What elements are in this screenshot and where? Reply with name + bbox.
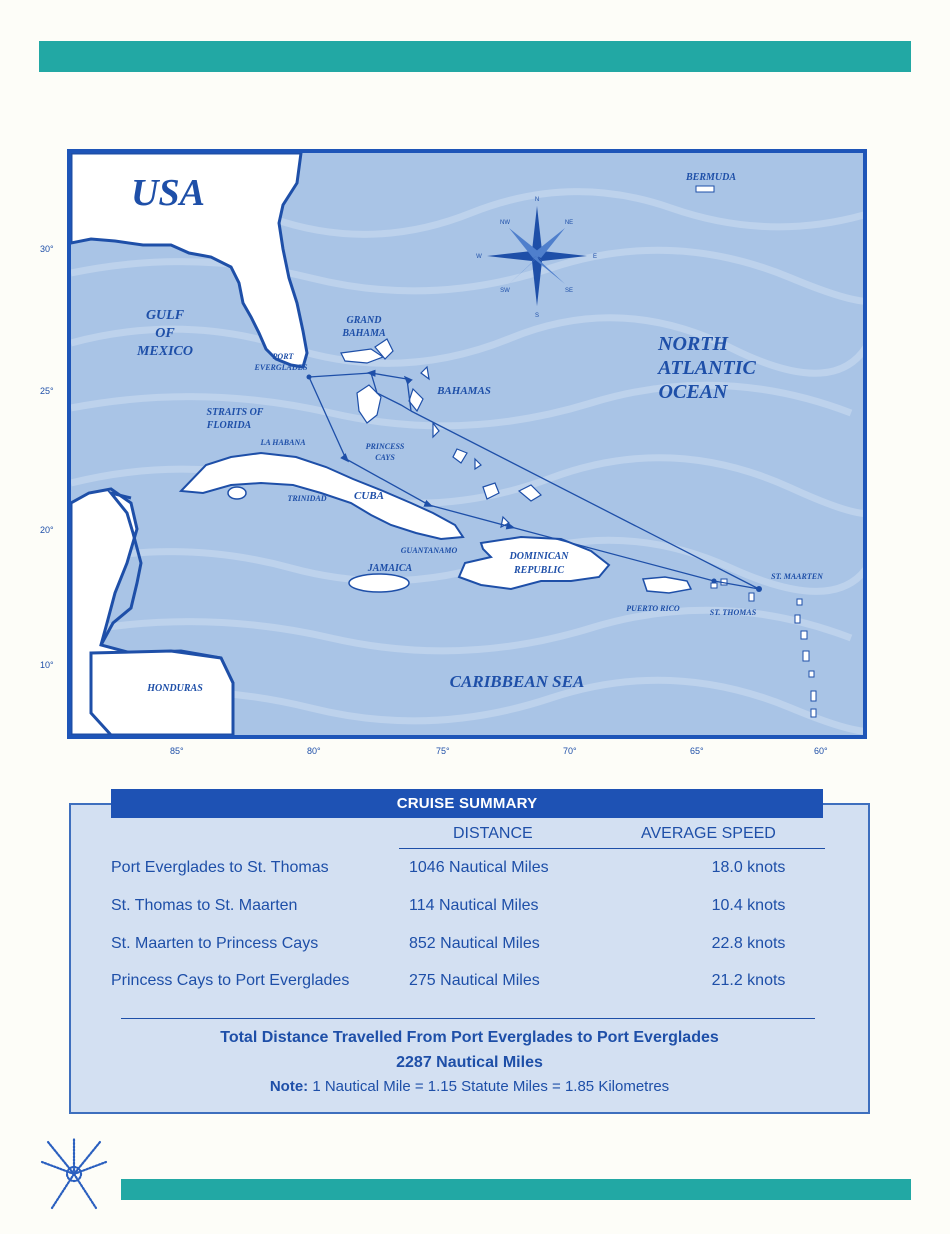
lat-tick-25: 25° xyxy=(40,386,54,396)
isla-de-juventud xyxy=(228,487,246,499)
compass-nw: NW xyxy=(500,220,510,226)
total-distance-value: 2287 Nautical Miles xyxy=(396,1054,543,1071)
lat-tick-20: 20° xyxy=(40,525,54,535)
label-straits-2: FLORIDA xyxy=(206,420,252,431)
port-everglades-marker xyxy=(307,375,312,380)
lon-tick-65: 65° xyxy=(690,746,704,756)
st-thomas-marker xyxy=(712,579,717,584)
route-distance: 1046 Nautical Miles xyxy=(409,859,549,876)
lon-tick-85: 85° xyxy=(170,746,184,756)
label-bahamas: BAHAMAS xyxy=(437,385,491,397)
label-north-atlantic-2: ATLANTIC xyxy=(658,357,756,379)
note-label: Note: xyxy=(269,1078,309,1095)
label-la-habana: LA HABANA xyxy=(260,438,306,447)
puerto-rico-island xyxy=(643,577,691,593)
label-caribbean-sea: CARIBBEAN SEA xyxy=(449,672,585,691)
route-name: St. Thomas to St. Maarten xyxy=(111,897,298,914)
label-guantanamo: GUANTANAMO xyxy=(400,546,458,555)
label-gulf-2: OF xyxy=(155,326,175,341)
lon-tick-80: 80° xyxy=(307,746,321,756)
column-header-average-speed: AVERAGE SPEED xyxy=(641,825,776,842)
route-name: St. Maarten to Princess Cays xyxy=(111,935,319,952)
cruise-summary-header: CRUISE SUMMARY xyxy=(111,789,823,818)
lon-tick-75: 75° xyxy=(436,746,450,756)
total-distance-title: Total Distance Travelled From Port Everglades to Port Everglades xyxy=(220,1029,719,1046)
starfish-icon xyxy=(38,1134,110,1212)
route-speed: 22.8 knots xyxy=(711,935,786,952)
table-row xyxy=(111,897,831,919)
label-princess-cays-2: CAYS xyxy=(375,453,395,462)
label-straits-1: STRAITS OF xyxy=(206,407,264,418)
label-grand-bahama-1: GRAND xyxy=(346,315,382,326)
label-st-maarten: ST. MAARTEN xyxy=(771,572,823,581)
header-divider xyxy=(399,848,825,849)
label-gulf-1: GULF xyxy=(145,308,185,323)
label-dominican-1: DOMINICAN xyxy=(509,551,569,562)
label-bermuda: BERMUDA xyxy=(685,172,737,183)
compass-ne: NE xyxy=(564,220,574,226)
lon-tick-60: 60° xyxy=(814,746,828,756)
label-port-everglades-2: EVERGLADES xyxy=(254,363,308,372)
table-row xyxy=(111,972,831,994)
total-divider xyxy=(121,1018,815,1019)
route-speed: 18.0 knots xyxy=(711,859,786,876)
label-gulf-3: MEXICO xyxy=(136,344,194,359)
route-distance: 852 Nautical Miles xyxy=(409,935,540,952)
route-name: Princess Cays to Port Everglades xyxy=(111,972,350,989)
ocean-wave-texture xyxy=(71,192,863,732)
bottom-decorative-bar xyxy=(121,1179,911,1200)
lon-tick-70: 70° xyxy=(563,746,577,756)
conversion-note xyxy=(71,1078,868,1095)
label-cuba: CUBA xyxy=(354,490,384,502)
label-honduras: HONDURAS xyxy=(147,683,203,694)
compass-se: SE xyxy=(564,288,574,294)
table-row xyxy=(111,935,831,957)
route-speed: 10.4 knots xyxy=(711,897,786,914)
top-decorative-bar xyxy=(39,41,911,72)
label-north-atlantic-3: OCEAN xyxy=(658,381,728,403)
label-princess-cays-1: PRINCESS xyxy=(365,442,405,451)
cruise-route-map xyxy=(67,149,867,739)
route-distance: 114 Nautical Miles xyxy=(409,897,539,914)
bermuda-island xyxy=(696,186,714,192)
column-header-distance: DISTANCE xyxy=(453,825,533,842)
label-jamaica: JAMAICA xyxy=(367,563,413,574)
jamaica-island xyxy=(349,574,409,592)
compass-n: N xyxy=(534,197,540,203)
compass-w: W xyxy=(476,254,482,260)
lat-tick-10: 10° xyxy=(40,660,54,670)
compass-e: E xyxy=(592,254,598,260)
label-usa: USA xyxy=(131,172,205,214)
cruise-summary-box xyxy=(69,795,870,1114)
map-canvas xyxy=(71,153,863,735)
label-dominican-2: REPUBLIC xyxy=(513,565,565,576)
table-row xyxy=(111,859,831,881)
label-north-atlantic-1: NORTH xyxy=(658,333,728,355)
label-port-everglades-1: PORT xyxy=(272,352,294,361)
lat-tick-30: 30° xyxy=(40,244,54,254)
label-trinidad: TRINIDAD xyxy=(287,494,327,503)
hispaniola-island xyxy=(459,537,609,589)
note-text: 1 Nautical Mile = 1.15 Statute Miles = 1.85 Kilometres xyxy=(308,1078,670,1095)
label-st-thomas: ST. THOMAS xyxy=(709,608,757,617)
route-distance: 275 Nautical Miles xyxy=(409,972,540,989)
label-puerto-rico: PUERTO RICO xyxy=(626,604,680,613)
route-name: Port Everglades to St. Thomas xyxy=(111,859,329,876)
st-maarten-marker xyxy=(756,586,762,592)
label-grand-bahama-2: BAHAMA xyxy=(342,328,386,339)
compass-s: S xyxy=(534,313,540,319)
compass-sw: SW xyxy=(500,288,510,294)
route-speed: 21.2 knots xyxy=(711,972,786,989)
